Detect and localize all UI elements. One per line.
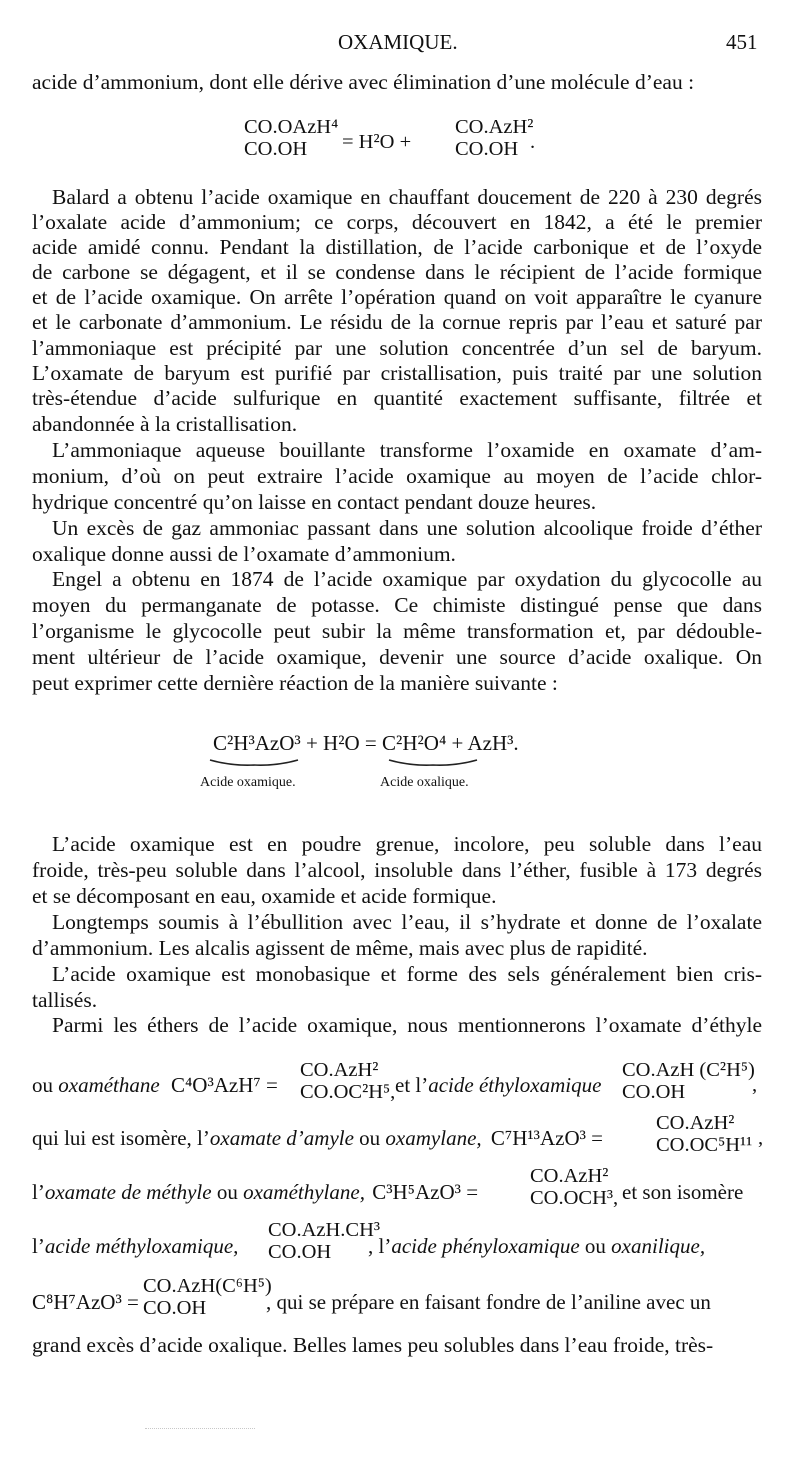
equation-1-end: . xyxy=(530,131,536,153)
equation-1-left-fraction xyxy=(244,116,338,160)
paragraph-line: peut exprimer cette dernière réaction de la manière suivante : xyxy=(32,671,558,695)
text-ou: ou xyxy=(579,1234,612,1258)
fraction-numerator: CO.AzH(C⁶H⁵) xyxy=(143,1275,272,1297)
fraction-denominator: CO.OH xyxy=(455,138,519,160)
running-header-title: OXAMIQUE. xyxy=(338,30,458,54)
fraction-numerator: CO.AzH² xyxy=(530,1165,609,1187)
fraction-numerator: CO.AzH.CH³ xyxy=(268,1219,381,1241)
fraction-oxanilique xyxy=(143,1275,272,1319)
paragraph-line: Parmi les éthers de l’acide oxamique, nous mentionnerons l’oxamate d’éthyle xyxy=(52,1013,762,1037)
text-line: acide d’ammonium, dont elle dérive avec élimination d’une molécule d’eau : xyxy=(32,70,695,94)
fraction-denominator: CO.OH xyxy=(268,1241,332,1263)
paragraph-line: grand excès d’acide oxalique. Belles lames peu solubles dans l’eau froide, très- xyxy=(32,1333,714,1357)
scan-speckle xyxy=(145,1428,255,1429)
equation-1-right-fraction xyxy=(455,116,536,160)
paragraph-line: oxalique donne aussi de l’oxamate d’ammonium. xyxy=(32,542,456,566)
text-et-l: et l’ xyxy=(395,1073,429,1097)
paragraph-line: abandonnée à la cristallisation. xyxy=(32,412,298,436)
fraction-numerator: CO.AzH² xyxy=(656,1112,735,1134)
paragraph-line: l’organisme le glycocolle peut subir la même transformation et, par dédouble- xyxy=(32,619,762,643)
paragraph-line: ment ultérieur de l’acide oxamique, devenir une source d’acide oxalique. On xyxy=(32,645,762,669)
paragraph-line: acide amidé connu. Pendant la distillation, de l’acide carbonique et de l’oxyde xyxy=(32,235,762,259)
text-l: , l’ xyxy=(368,1234,392,1258)
fraction-oxamylane xyxy=(656,1112,752,1156)
fraction-oxamethane xyxy=(300,1059,395,1103)
paragraph-line: L’acide oxamique est monobasique et forme des sels généralement bien cris- xyxy=(52,962,762,986)
fraction-acide-ethyloxamique xyxy=(622,1059,758,1103)
term-acide-phenyloxamique: acide phényloxamique xyxy=(391,1234,580,1258)
paragraph-line: moyen du permanganate de potasse. Ce chimiste distingué pense que dans xyxy=(32,593,762,617)
fraction-denominator: CO.OC²H⁵, xyxy=(300,1081,396,1103)
fraction-oxamethylane xyxy=(530,1165,618,1209)
paragraph-line: de carbone se dégagent, et il se condense dans le récipient de l’acide formique xyxy=(32,260,762,284)
formula-oxamylane: C⁷H¹³AzO³ = xyxy=(490,1126,604,1150)
fraction-denominator: CO.OH xyxy=(622,1081,686,1103)
term-oxamethane: oxaméthane xyxy=(58,1073,160,1097)
term-oxamethylane: oxaméthylane, xyxy=(243,1180,365,1204)
label-acide-oxalique: Acide oxalique. xyxy=(380,775,469,790)
ether-line-1 xyxy=(32,1073,278,1098)
ether-line-4 xyxy=(32,1234,238,1259)
fraction-denominator: CO.OCH³, xyxy=(530,1187,619,1209)
paragraph-line: tallisés. xyxy=(32,988,98,1012)
paragraph-line: Un excès de gaz ammoniac passant dans une solution alcoolique froide d’éther xyxy=(52,516,762,540)
paragraph-line: et de l’acide oxamique. On arrête l’opération quand on voit apparaître le cyanure xyxy=(32,285,762,309)
text-l: l’ xyxy=(32,1180,45,1204)
paragraph-line: froide, très-peu soluble dans l’alcool, insoluble dans l’éther, fusible à 173 degrés xyxy=(32,858,762,882)
label-acide-oxamique: Acide oxamique. xyxy=(200,775,296,790)
term-oxamate-amyle: oxamate d’amyle xyxy=(209,1126,354,1150)
paragraph-line: L’ammoniaque aqueuse bouillante transforme l’oxamide en oxamate d’am- xyxy=(52,438,762,462)
text-ou: ou xyxy=(353,1126,386,1150)
paragraph-line: Balard a obtenu l’acide oxamique en chauffant doucement de 220 à 230 degrés xyxy=(52,185,762,209)
fraction-acide-methyloxamique xyxy=(268,1219,380,1263)
text-qui-lui: qui lui est isomère, l’ xyxy=(32,1126,210,1150)
equation-2: C²H³AzO³ + H²O = C²H²O⁴ + AzH³. xyxy=(213,731,519,755)
underbrace-icon xyxy=(388,759,478,767)
formula-oxamethylane: C³H⁵AzO³ = xyxy=(372,1180,479,1204)
paragraph-line: d’ammonium. Les alcalis agissent de même, mais avec plus de rapidité. xyxy=(32,936,648,960)
fraction-numerator: CO.OAzH⁴ xyxy=(244,116,339,138)
text-qui-se-prepare: , qui se prépare en faisant fondre de l’aniline avec un xyxy=(266,1290,711,1314)
paragraph-line: hydrique concentré qu’on laisse en contact pendant douze heures. xyxy=(32,490,597,514)
formula-oxamethane: C⁴O³AzH⁷ = xyxy=(170,1073,278,1097)
formula-oxanilique: C⁸H⁷AzO³ = xyxy=(32,1290,139,1314)
underbrace-icon xyxy=(209,759,299,767)
paragraph-line: monium, d’où on peut extraire l’acide oxamique au moyen de l’acide chlor- xyxy=(32,464,762,488)
fraction-numerator: CO.AzH² xyxy=(300,1059,379,1081)
ether-line-2 xyxy=(32,1126,603,1151)
paragraph-line: très-étendue d’acide sulfurique en quantité exactement suffisante, filtrée et xyxy=(32,386,762,410)
fraction-denominator: CO.OH xyxy=(143,1297,207,1319)
paragraph-line: et le carbonate d’ammonium. Le résidu de la cornue repris par l’eau et saturé par xyxy=(32,310,762,334)
fraction-numerator: CO.AzH² xyxy=(455,116,534,138)
term-acide-methyloxamique: acide méthyloxamique, xyxy=(44,1234,239,1258)
punctuation-comma: , xyxy=(758,1127,764,1149)
text-ou: ou xyxy=(211,1180,244,1204)
paragraph-line: l’oxalate acide d’ammonium; ce corps, découvert en 1842, a été le premier xyxy=(32,210,762,234)
punctuation-comma: , xyxy=(752,1074,758,1096)
term-oxamate-methyle: oxamate de méthyle xyxy=(44,1180,212,1204)
equation-1-middle: = H²O + xyxy=(342,131,412,153)
paragraph-line: l’ammoniaque est précipité par une solution concentrée d’un sel de baryum. xyxy=(32,336,762,360)
fraction-denominator: CO.OH xyxy=(244,138,308,160)
term-oxamylane: oxamylane, xyxy=(385,1126,482,1150)
text-et-son-isomere: et son isomère xyxy=(622,1180,744,1204)
term-acide-ethyloxamique: acide éthyloxamique xyxy=(428,1073,602,1097)
paragraph-line: L’acide oxamique est en poudre grenue, incolore, peu soluble dans l’eau xyxy=(52,832,762,856)
fraction-numerator: CO.AzH (C²H⁵) xyxy=(622,1059,755,1081)
ether-line-3 xyxy=(32,1180,478,1205)
text-acide-phenyloxamique xyxy=(368,1234,705,1259)
paragraph-line: Longtemps soumis à l’ébullition avec l’eau, il s’hydrate et donne de l’oxalate xyxy=(52,910,762,934)
text-ou: ou xyxy=(32,1073,53,1097)
text-et-acide-ethyloxamique xyxy=(395,1073,601,1098)
paragraph-line: L’oxamate de baryum est purifié par cristallisation, puis traité par une solution xyxy=(32,361,762,385)
term-oxanilique: oxanilique, xyxy=(611,1234,706,1258)
paragraph-line: et se décomposant en eau, oxamide et acide formique. xyxy=(32,884,497,908)
fraction-denominator: CO.OC⁵H¹¹ xyxy=(656,1134,753,1156)
page-number: 451 xyxy=(726,30,758,54)
paragraph-line: Engel a obtenu en 1874 de l’acide oxamique par oxydation du glycocolle au xyxy=(52,567,762,591)
text-l: l’ xyxy=(32,1234,45,1258)
